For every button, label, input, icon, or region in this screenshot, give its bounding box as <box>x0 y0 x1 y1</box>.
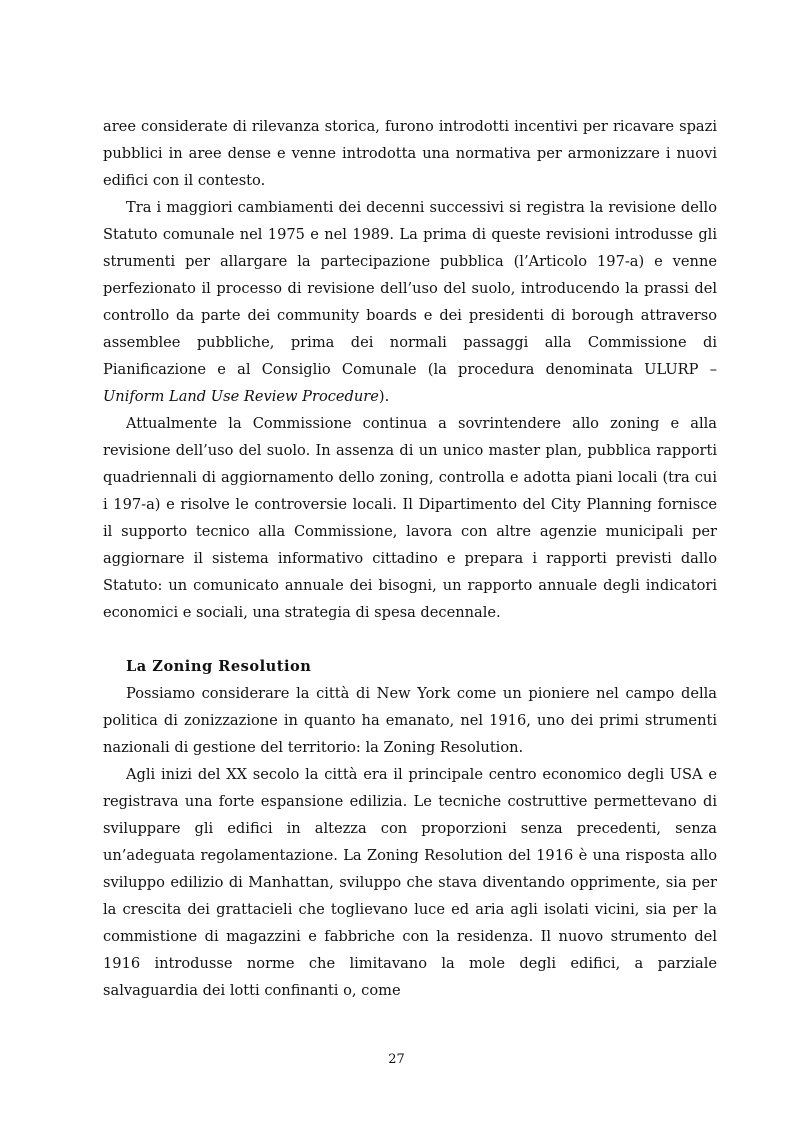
section-heading: La Zoning Resolution <box>126 658 312 675</box>
page-number: 27 <box>388 1052 405 1067</box>
paragraph-text-end: ). <box>378 388 390 405</box>
paragraph-commission: Attualmente la Commissione continua a sovrintendere allo zoning e alla revisione dell’uso del suolo. In assenza di un unico master plan, pubblica rapporti quadriennali di aggiornamento dello zoning, controlla e adotta piani locali (tra cui i 197-a) e risolve le controversie locali. Il Dipartimento del City Planning fornisce il supporto tecnico alla Commissione, lavora con altre agenzie municipali per aggiornare il sistema informativo cittadino e prepara i rapporti previsti dallo Statuto: un comunicato annuale dei bisogni, un rapporto annuale degli indicatori economici e sociali, una strategia di spesa decennale. <box>103 415 717 621</box>
paragraph-pioneer: Possiamo considerare la città di New York come un pioniere nel campo della politica di zonizzazione in quanto ha emanato, nel 1916, uno dei primi strumenti nazionali di gestione del territorio: la Zoning Resolution. <box>103 685 717 756</box>
paragraph-continuation: aree considerate di rilevanza storica, furono introdotti incentivi per ricavare spazi pubblici in aree dense e venne introdotta una normativa per armonizzare i nuovi edifici con il contesto. <box>103 118 717 189</box>
paragraph-early-century: Agli inizi del XX secolo la città era il principale centro economico degli USA e registrava una forte espansione edilizia. Le tecniche costruttive permettevano di sviluppare gli edifici in altezza con proporzioni senza precedenti, senza un’adeguata regolamentazione. La Zoning Resolution del 1916 è una risposta allo sviluppo edilizio di Manhattan, sviluppo che stava diventando opprimente, sia per la crescita dei grattacieli che toglievano luce ed aria agli isolati vicini, sia per la commistione di magazzini e fabbriche con la residenza. Il nuovo strumento del 1916 introdusse norme che limitavano la mole degli edifici, a parziale salvaguardia dei lotti confinanti o, come <box>103 766 717 999</box>
italic-term: Uniform Land Use Review Procedure <box>103 388 379 405</box>
paragraph-statute-revision <box>103 194 717 410</box>
paragraph-text: Tra i maggiori cambiamenti dei decenni successivi si registra la revisione dello Statuto comunale nel 1975 e nel 1989. La prima di queste revisioni introdusse gli strumenti per allargare la partecipazione pubblica (l’Articolo 197-a) e venne perfezionato il processo di revisione dell’uso del suolo, introducendo la prassi del controllo da parte dei community boards e dei presidenti di borough attraverso assemblee pubbliche, prima dei normali passaggi alla Commissione di Pianificazione e al Consiglio Comunale (la procedura denominata ULURP – <box>103 199 717 378</box>
document-page <box>103 113 717 1004</box>
